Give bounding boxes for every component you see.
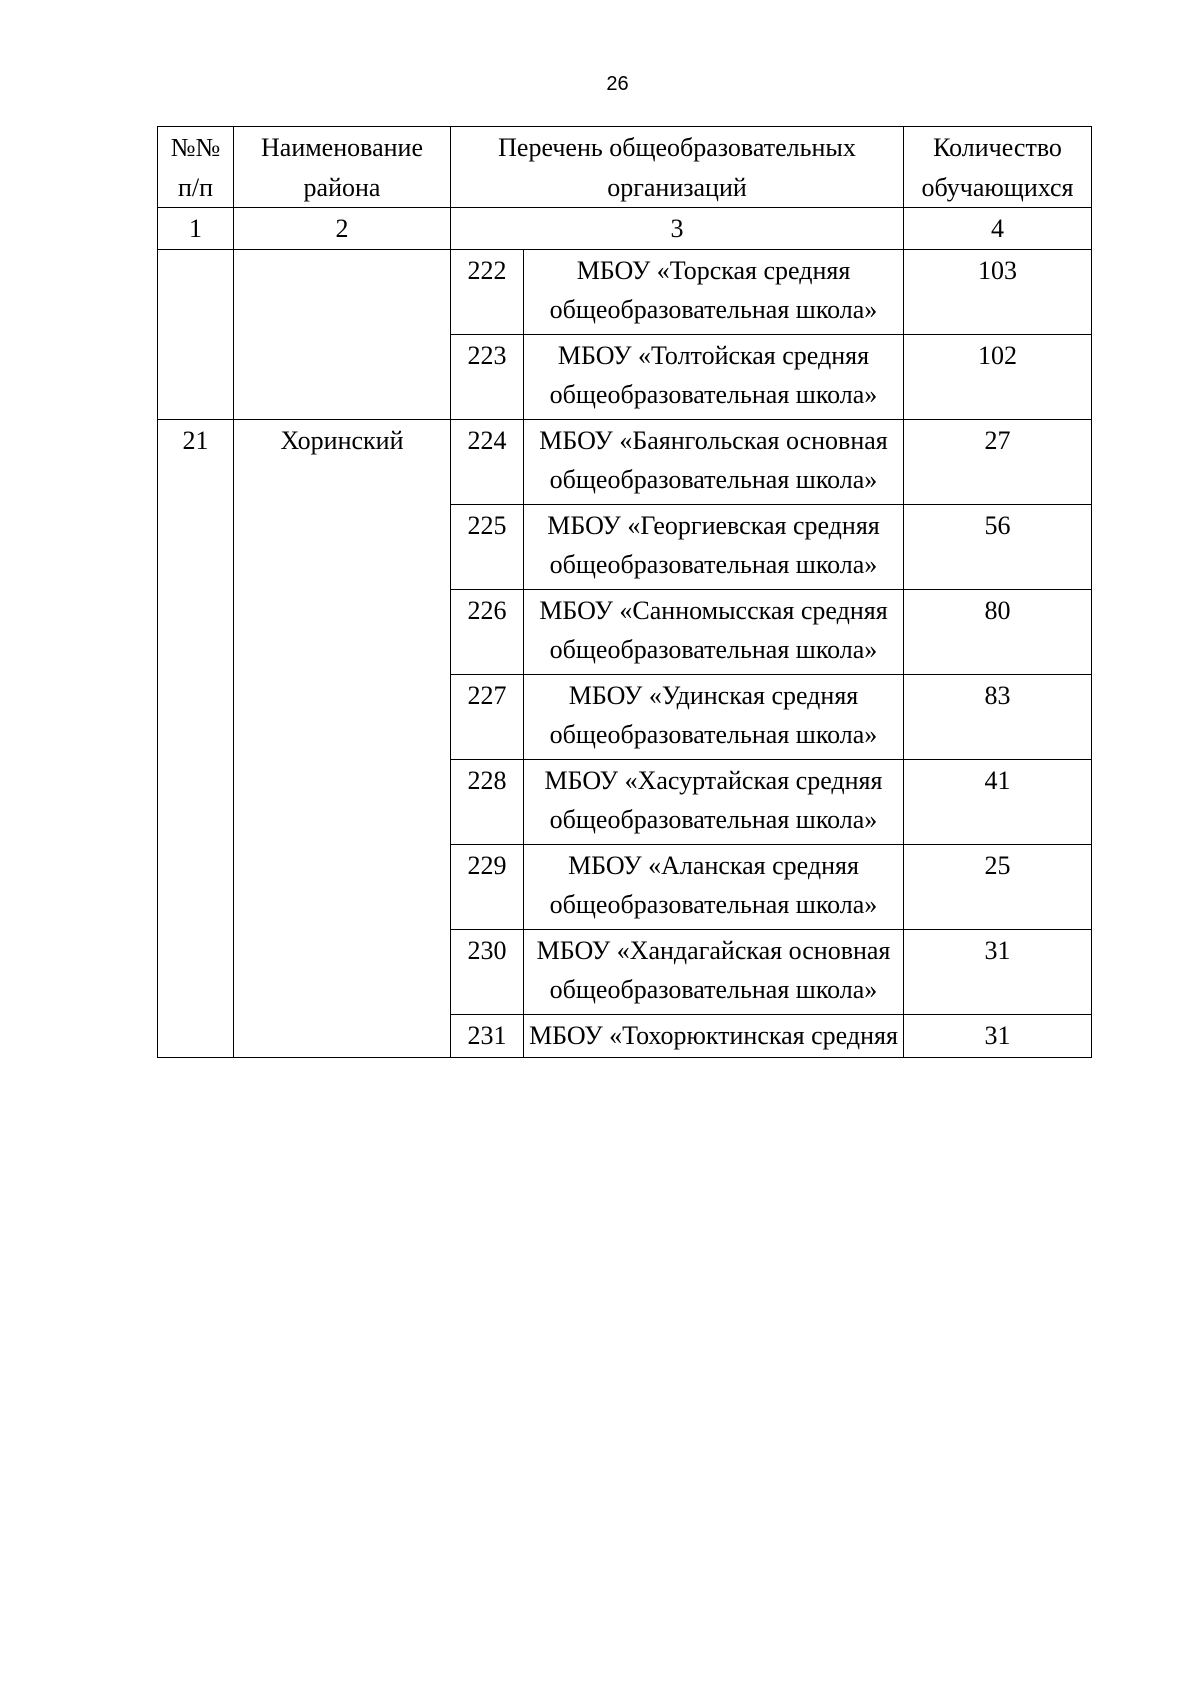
- student-count: 27: [904, 419, 1092, 504]
- school-number: 228: [451, 759, 524, 844]
- column-number: 1: [158, 208, 234, 250]
- school-name: МБОУ «Толтойская средняя общеобразовательная школа»: [524, 334, 904, 419]
- header-index: №№ п/п: [158, 127, 234, 208]
- school-number: 230: [451, 929, 524, 1014]
- school-name: МБОУ «Аланская средняя общеобразовательная школа»: [524, 844, 904, 929]
- school-name: МБОУ «Торская средняя общеобразовательная школа»: [524, 249, 904, 334]
- header-organizations: Перечень общеобразовательных организаций: [451, 127, 904, 208]
- school-number: 226: [451, 589, 524, 674]
- school-name: МБОУ «Георгиевская средняя общеобразовательная школа»: [524, 504, 904, 589]
- school-number: 224: [451, 419, 524, 504]
- district-name-cell: Хоринский: [234, 419, 451, 1058]
- school-name: МБОУ «Санномысская средняя общеобразовательная школа»: [524, 589, 904, 674]
- school-name: МБОУ «Удинская средняя общеобразовательная школа»: [524, 674, 904, 759]
- column-numbers-row: [158, 208, 1092, 250]
- student-count: 102: [904, 334, 1092, 419]
- school-number: 222: [451, 249, 524, 334]
- page-number: 26: [606, 73, 629, 95]
- student-count: 80: [904, 589, 1092, 674]
- header-student-count: Количество обучающихся: [904, 127, 1092, 208]
- school-name: МБОУ «Хасуртайская средняя общеобразовательная школа»: [524, 759, 904, 844]
- student-count: 41: [904, 759, 1092, 844]
- column-number: 4: [904, 208, 1092, 250]
- header-district: Наименование района: [234, 127, 451, 208]
- student-count: 56: [904, 504, 1092, 589]
- student-count: 31: [904, 929, 1092, 1014]
- table-row: [158, 249, 1092, 334]
- school-name: МБОУ «Баянгольская основная общеобразовательная школа»: [524, 419, 904, 504]
- table-row: [158, 419, 1092, 504]
- student-count: 25: [904, 844, 1092, 929]
- column-number: 3: [451, 208, 904, 250]
- school-number: 229: [451, 844, 524, 929]
- school-number: 225: [451, 504, 524, 589]
- school-number: 223: [451, 334, 524, 419]
- student-count: 31: [904, 1014, 1092, 1058]
- group-index-cell: [158, 249, 234, 419]
- schools-table: [157, 126, 1092, 1058]
- school-name: МБОУ «Хандагайская основная общеобразовательная школа»: [524, 929, 904, 1014]
- school-number: 227: [451, 674, 524, 759]
- student-count: 83: [904, 674, 1092, 759]
- district-name-cell: [234, 249, 451, 419]
- school-number: 231: [451, 1014, 524, 1058]
- column-number: 2: [234, 208, 451, 250]
- table-header-row: [158, 127, 1092, 208]
- group-index-cell: 21: [158, 419, 234, 1058]
- student-count: 103: [904, 249, 1092, 334]
- school-name: МБОУ «Тохорюктинская средняя: [524, 1014, 904, 1058]
